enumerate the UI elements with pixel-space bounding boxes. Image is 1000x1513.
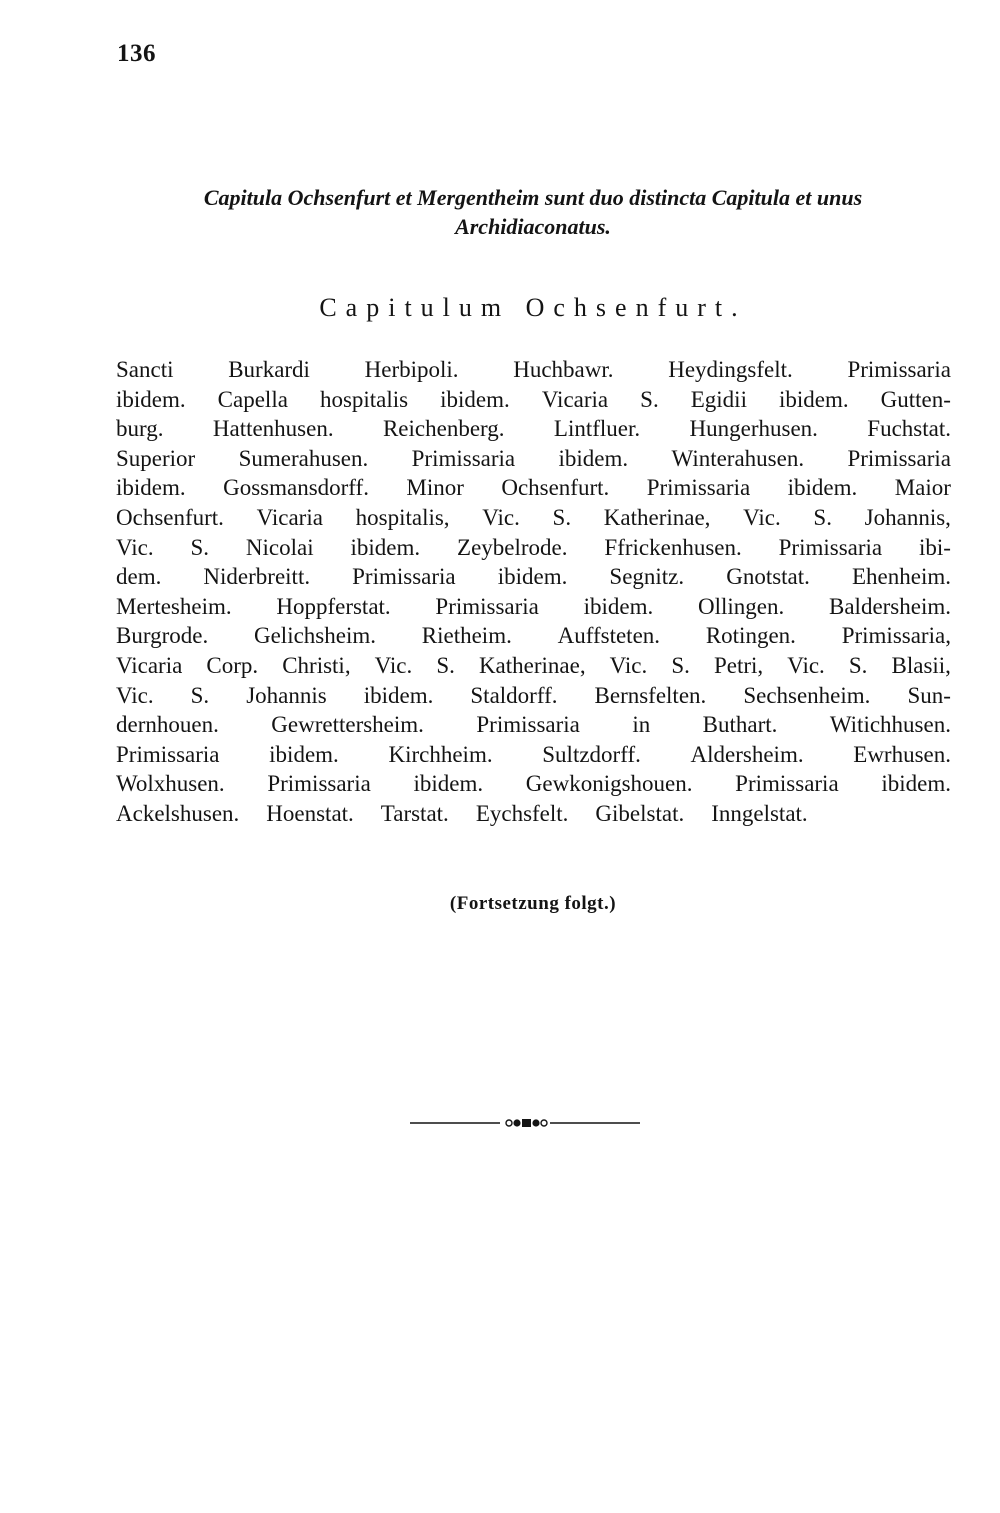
text-word: Primissaria bbox=[778, 534, 883, 560]
text-word: Katherinae, bbox=[478, 652, 586, 678]
text-word: Sechsenheim. bbox=[743, 682, 871, 708]
text-word: S. bbox=[436, 652, 455, 678]
text-word: Ewrhusen. bbox=[853, 741, 951, 767]
text-word: Tarstat. bbox=[380, 800, 449, 826]
text-word: Primissaria, bbox=[841, 623, 951, 649]
continuation-note: (Fortsetzung folgt.) bbox=[449, 893, 617, 914]
text-word: Heydingsfelt. bbox=[668, 357, 793, 382]
text-word: Staldorff. bbox=[470, 682, 558, 708]
text-word: hospitalis, bbox=[355, 504, 450, 530]
text-word: Gelichsheim. bbox=[253, 623, 376, 649]
text-word: Vic. bbox=[116, 682, 154, 708]
body-paragraph bbox=[116, 355, 951, 829]
text-line bbox=[116, 710, 951, 740]
text-word: Gewkonigshouen. bbox=[525, 771, 693, 797]
text-word: Auffsteten. bbox=[557, 623, 661, 649]
text-word: Segnitz. bbox=[609, 564, 685, 590]
text-word: Gutten- bbox=[880, 386, 951, 412]
text-line bbox=[116, 385, 951, 415]
text-word: burg. bbox=[116, 416, 164, 442]
text-line bbox=[116, 740, 951, 770]
text-word: Petri, bbox=[713, 652, 764, 678]
text-word: Primissaria bbox=[847, 357, 951, 382]
text-word: ibidem. bbox=[116, 386, 186, 412]
text-word: Minor bbox=[406, 475, 464, 501]
text-line bbox=[116, 592, 951, 622]
text-word: Gibelstat. bbox=[595, 800, 685, 826]
text-word: Egidii bbox=[690, 386, 747, 412]
text-line bbox=[116, 769, 951, 799]
text-word: ibidem. bbox=[440, 386, 510, 412]
text-line bbox=[116, 562, 951, 592]
text-word: ibidem. bbox=[583, 593, 654, 619]
chapter-heading-line-1: Capitula Ochsenfurt et Mergentheim sunt duo distincta Capitula et unus bbox=[203, 185, 863, 210]
text-word: Primissaria bbox=[411, 445, 516, 471]
text-word: Primissaria bbox=[267, 771, 371, 797]
text-word: Katherinae, bbox=[603, 504, 711, 530]
text-word: Christi, bbox=[282, 652, 351, 678]
text-word: ibi- bbox=[919, 534, 951, 560]
text-line bbox=[116, 681, 951, 711]
text-word: Ffrickenhusen. bbox=[604, 534, 742, 560]
text-word: Nicolai bbox=[245, 534, 314, 560]
text-word: Zeybelrode. bbox=[457, 534, 568, 560]
text-word: ibidem. bbox=[269, 741, 339, 767]
text-word: Primissaria bbox=[847, 445, 951, 471]
text-word: Sumerahusen. bbox=[238, 445, 369, 471]
text-word: S. bbox=[640, 386, 659, 412]
text-word: S. bbox=[671, 652, 690, 678]
text-line bbox=[116, 355, 951, 385]
text-word: S. bbox=[848, 652, 868, 678]
text-word: Capella bbox=[217, 386, 288, 412]
text-word: Rietheim. bbox=[421, 623, 512, 649]
text-word: Reichenberg. bbox=[382, 416, 505, 442]
text-word: ibidem. bbox=[350, 534, 421, 560]
text-word: Gossmansdorff. bbox=[223, 475, 369, 501]
text-line bbox=[116, 799, 951, 829]
text-word: hospitalis bbox=[319, 386, 409, 412]
text-word: ibidem. bbox=[787, 475, 858, 501]
text-line bbox=[116, 651, 951, 681]
text-word: S. bbox=[190, 682, 210, 708]
text-word: Rotingen. bbox=[705, 623, 796, 649]
text-word: S. bbox=[813, 504, 832, 530]
text-line bbox=[116, 503, 951, 533]
text-word: Kirchheim. bbox=[388, 741, 493, 767]
text-word: Vic. bbox=[482, 504, 520, 530]
page-number: 136 bbox=[117, 40, 156, 67]
text-word: Primissaria bbox=[352, 564, 456, 590]
text-word: Corp. bbox=[206, 652, 259, 678]
text-line bbox=[116, 414, 951, 444]
text-word: Gewrettersheim. bbox=[271, 712, 424, 738]
text-word: Primissaria bbox=[476, 712, 580, 738]
text-word: Vicaria bbox=[256, 504, 323, 530]
text-word: Blasii, bbox=[891, 652, 951, 678]
text-word: Ochsenfurt. bbox=[116, 504, 224, 530]
text-word: Hoenstat. bbox=[266, 800, 354, 826]
text-word: Vic. bbox=[374, 652, 413, 678]
text-word: Hattenhusen. bbox=[212, 416, 334, 442]
text-word: ibidem. bbox=[558, 445, 629, 471]
text-word: Ollingen. bbox=[698, 593, 785, 619]
text-word: ibidem. bbox=[881, 771, 951, 797]
text-word: Hungerhusen. bbox=[689, 416, 818, 442]
text-word: Vic. bbox=[743, 504, 781, 530]
text-word: Primissaria bbox=[116, 741, 220, 767]
text-word: Ehenheim. bbox=[851, 564, 951, 590]
ornament-divider bbox=[410, 1115, 640, 1131]
text-line bbox=[116, 533, 951, 563]
text-word: Ackelshusen. bbox=[116, 800, 240, 826]
text-word: Vic. bbox=[609, 652, 648, 678]
text-line bbox=[116, 473, 951, 503]
text-word: Buthart. bbox=[702, 712, 778, 738]
text-word: Johannis, bbox=[864, 504, 951, 530]
text-word: Vic. bbox=[116, 534, 154, 560]
chapter-heading-line-2: Archidiaconatus. bbox=[455, 214, 611, 239]
text-word: ibidem. bbox=[116, 475, 186, 501]
text-word: Niderbreitt. bbox=[203, 564, 311, 590]
text-word: ibidem. bbox=[413, 771, 484, 797]
text-word: Witichhusen. bbox=[829, 712, 951, 738]
text-word: Mertesheim. bbox=[116, 593, 232, 619]
text-word: dernhouen. bbox=[116, 712, 219, 738]
text-word: Huchbawr. bbox=[513, 357, 614, 382]
text-word: in bbox=[632, 712, 651, 738]
text-word: S. bbox=[190, 534, 210, 560]
text-word: Primissaria bbox=[735, 771, 839, 797]
text-word: Herbipoli. bbox=[364, 357, 459, 382]
text-word: S. bbox=[552, 504, 572, 530]
text-word: Ochsenfurt. bbox=[501, 475, 610, 501]
text-word: ibidem. bbox=[779, 386, 849, 412]
text-word: Primissaria bbox=[646, 475, 751, 501]
text-word: Wolxhusen. bbox=[116, 771, 225, 797]
text-word: ibidem. bbox=[363, 682, 434, 708]
text-word: Maior bbox=[894, 475, 951, 501]
text-word: Burgrode. bbox=[116, 623, 209, 649]
text-word: Sultzdorff. bbox=[542, 741, 641, 767]
text-word: ibidem. bbox=[497, 564, 568, 590]
text-word: Vicaria bbox=[541, 386, 609, 412]
text-word: Baldersheim. bbox=[829, 593, 951, 619]
text-word: Winterahusen. bbox=[671, 445, 805, 471]
text-word: Johannis bbox=[246, 682, 327, 708]
text-word: Vicaria bbox=[116, 652, 183, 678]
text-word: Sancti bbox=[116, 357, 174, 382]
text-word: Bernsfelten. bbox=[594, 682, 707, 708]
section-title: Capitulum Ochsenfurt. bbox=[319, 293, 747, 322]
text-line bbox=[116, 621, 951, 651]
text-word: Sun- bbox=[907, 682, 951, 708]
text-word: Lintfluer. bbox=[553, 416, 641, 442]
text-word: Hoppferstat. bbox=[276, 593, 391, 619]
text-word: Fuchstat. bbox=[867, 416, 951, 442]
text-word: Aldersheim. bbox=[690, 741, 804, 767]
text-word: Burkardi bbox=[228, 357, 310, 382]
text-word: Primissaria bbox=[435, 593, 539, 619]
text-word: Eychsfelt. bbox=[475, 800, 569, 826]
text-word: Inngelstat. bbox=[711, 800, 808, 826]
text-word: Gnotstat. bbox=[726, 564, 810, 590]
text-word: dem. bbox=[116, 564, 162, 590]
text-word: Superior bbox=[116, 445, 196, 471]
chapter-heading bbox=[118, 183, 948, 241]
text-line bbox=[116, 444, 951, 474]
text-word: Vic. bbox=[787, 652, 825, 678]
